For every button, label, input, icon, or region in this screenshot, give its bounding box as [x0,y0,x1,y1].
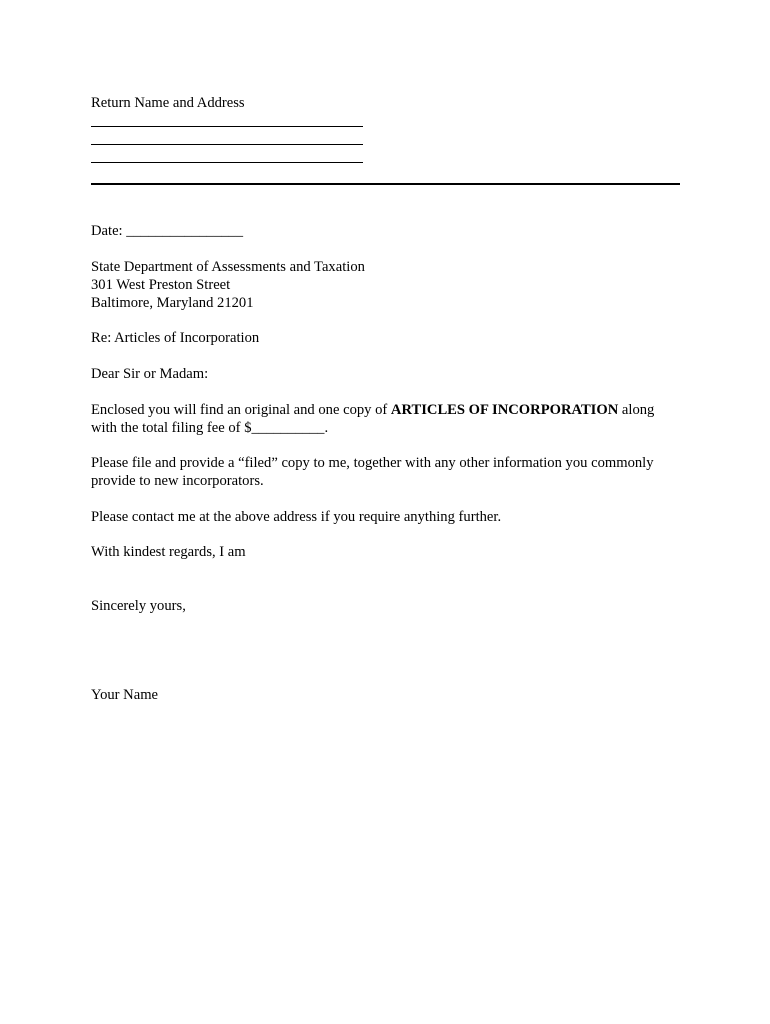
re-line: Re: Articles of Incorporation [91,330,260,346]
return-address-label: Return Name and Address [91,95,245,111]
paragraph-4: With kindest regards, I am [91,544,246,560]
paragraph-2-line-1: Please file and provide a “filed” copy to me, together with any other information you commonly [91,455,654,471]
articles-title: ARTICLES OF INCORPORATION [390,402,619,418]
return-address-line-3 [91,162,363,163]
signature-name: Your Name [91,687,159,703]
date-label: Date: [91,223,123,239]
header-divider [91,183,680,185]
paragraph-1-line-1 [91,401,654,419]
return-address-line-1 [91,126,363,127]
paragraph-3: Please contact me at the above address if you require anything further. [91,509,502,525]
closing: Sincerely yours, [91,598,186,614]
recipient-name: State Department of Assessments and Taxation [91,259,365,275]
paragraph-1-text-start: Enclosed you will find an original and one copy of [91,402,391,418]
paragraph-2-line-2: provide to new incorporators. [91,473,264,489]
salutation: Dear Sir or Madam: [91,366,209,382]
date-line [91,222,243,240]
paragraph-1-text-end: along [618,402,655,418]
paragraph-1-line-2: with the total filing fee of $__________. [91,420,329,436]
recipient-city: Baltimore, Maryland 21201 [91,295,254,311]
recipient-street: 301 West Preston Street [91,277,231,293]
return-address-line-2 [91,144,363,145]
date-blank: ________________ [126,223,244,239]
